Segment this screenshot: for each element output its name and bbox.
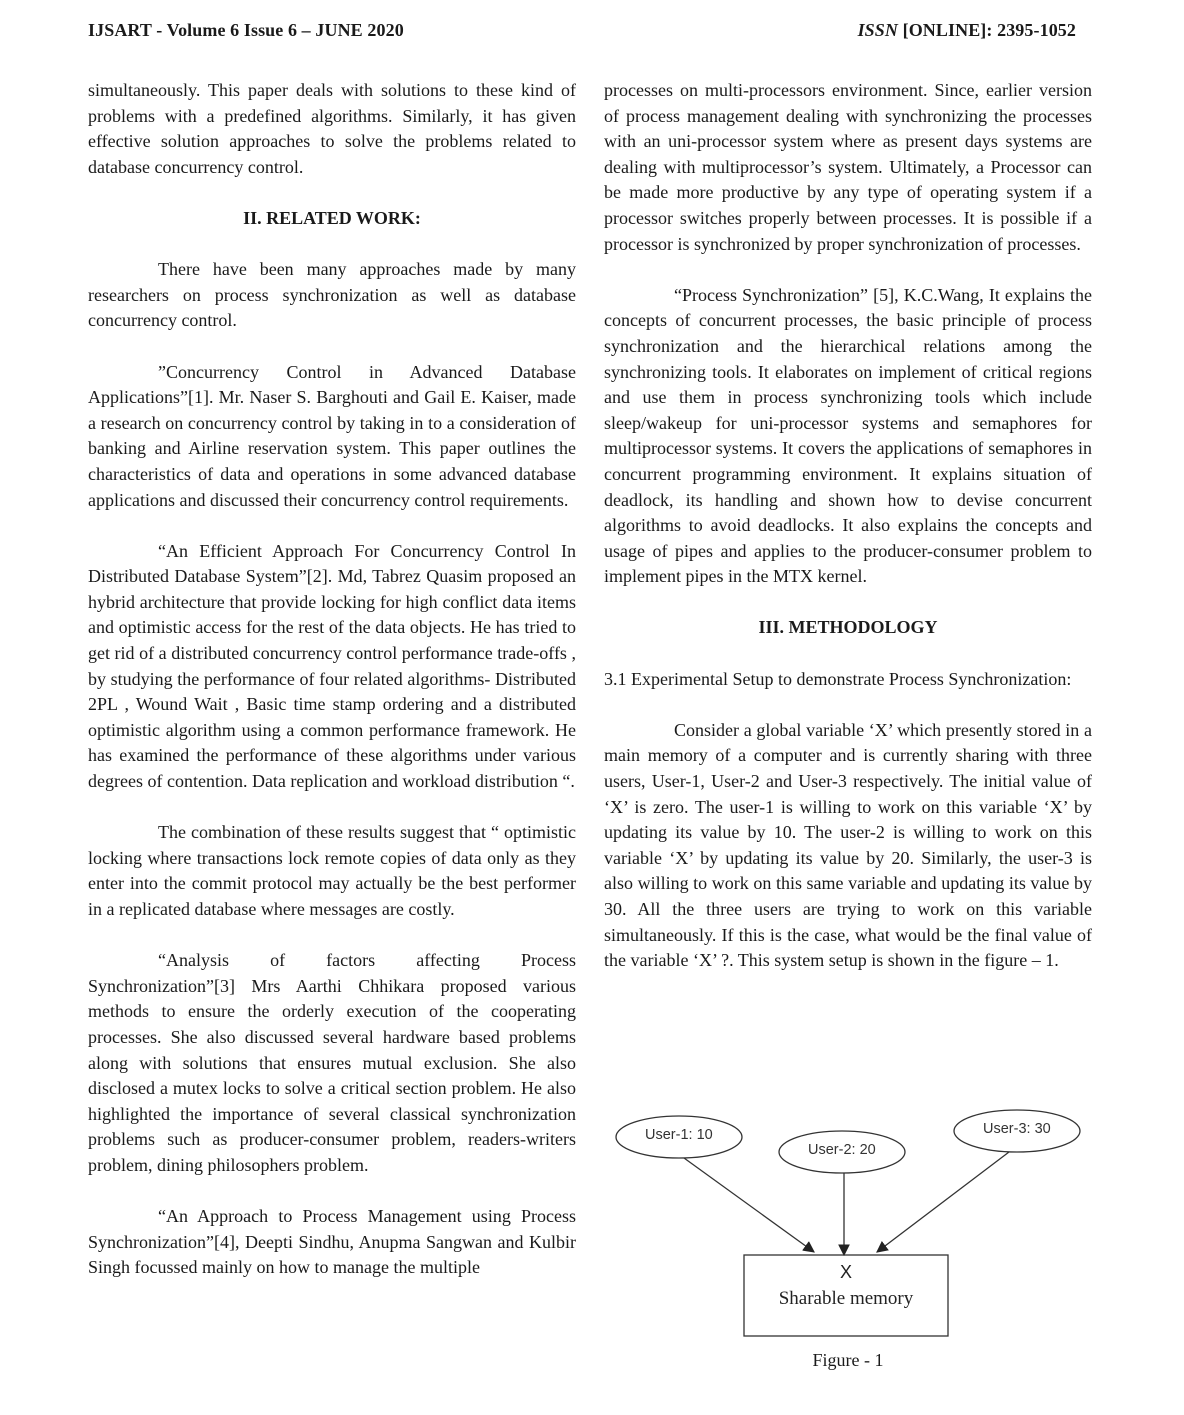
figure-1-diagram — [604, 1098, 1092, 1388]
left-column — [88, 78, 576, 1307]
paragraph: Consider a global variable ‘X’ which presently stored in a main memory of a computer and is currently sharing with three users, User-1, User-2 and User-3 respectively. The initial value of ‘X’ is zero. The user-1 is willing to work on this variable ‘X’ by updating its value by 10. The user-2 is willing to work on this variable ‘X’ by updating its value by 20. Similarly, the user-3 is also willing to work on this same variable and updating its value by 30. All the three users are trying to work on this variable simultaneously. If this is the case, what would be the final value of the variable ‘X’ ?. This system setup is shown in the figure – 1. — [604, 719, 1092, 971]
paragraph: “Analysis of factors affecting Process Synchronization”[3] Mrs Aarthi Chhikara proposed various methods to ensure the orderly execution of the cooperating processes. She also discussed several hardware based problems along with solutions that ensures mutual exclusion. She also disclosed a mutex locks to solve a critical section problem. He also highlighted the importance of several classical synchronization problems such as producer-consumer problem, readers-writers problem, dining philosophers problem. — [88, 950, 576, 1175]
figure-caption: Figure - 1 — [812, 1350, 884, 1370]
paragraph: “Process Synchronization” [5], K.C.Wang, It explains the concepts of concurrent processes, the basic principle of process synchronization and the hierarchical relations among the synchronizing tools. It elaborates on implement of critical regions and use them in process synchronizing tools which include sleep/wakeup for uni-processor systems and semaphores for multiprocessor systems. It covers the applications of semaphores in concurrent programming environment. It explains situation of deadlock, its handling and shown how to devise concurrent algorithms to avoid deadlocks. It also explains the concepts and usage of pipes and applies to the producer-consumer problem to implement pipes in the MTX kernel. — [604, 284, 1092, 587]
paragraph: There have been many approaches made by many researchers on process synchronization as well as database concurrency control. — [88, 259, 576, 331]
label-user-1: User-1: 10 — [645, 1127, 713, 1143]
header-issn-label: ISSN — [857, 20, 898, 40]
section-heading-related-work: II. RELATED WORK: — [243, 207, 421, 228]
label-variable-x: X — [839, 1262, 852, 1282]
paragraph: ”Concurrency Control in Advanced Database Applications”[1]. Mr. Naser S. Barghouti and Gail E. Kaiser, made a research on concurrency control by taking in to a consideration of banking and Airline reservation system. This paper outlines the characteristics of data and operations in some advanced database applications and discussed their concurrency control requirements. — [88, 361, 576, 510]
header-journal: IJSART - Volume 6 Issue 6 – JUNE 2020 — [88, 20, 404, 40]
label-user-2: User-2: 20 — [808, 1142, 876, 1158]
edge-user-1-to-memory — [684, 1158, 814, 1252]
header-issn-number: [ONLINE]: 2395-1052 — [898, 20, 1076, 40]
subsection-heading: 3.1 Experimental Setup to demonstrate Process Synchronization: — [604, 668, 1072, 689]
label-sharable-memory: Sharable memory — [778, 1288, 914, 1309]
paragraph: The combination of these results suggest that “ optimistic locking where transactions lock remote copies of data only as they enter into the commit protocol may actually be the best performer in a replicated database where messages are costly. — [88, 822, 576, 919]
paragraph: processes on multi-processors environment. Since, earlier version of process management dealing with synchronizing the processes with an uni-processor system where as present days systems are dealing with multiprocessor’s system. Ultimately, a Processor can be made more productive by any type of operating system if a processor switches properly between processes. It is possible if a processor is synchronized by proper synchronization of processes. — [604, 80, 1092, 254]
paragraph: “An Efficient Approach For Concurrency Control In Distributed Database System”[2]. Md, Tabrez Quasim proposed an hybrid architecture that provide locking for high conflict data items and optimistic access for the rest of the data objects. He has tried to get rid of a distributed concurrency control performance trade-offs , by studying the performance of four related algorithms- Distributed 2PL , Wound Wait , Basic time stamp ordering and a distributed optimistic algorithm using a common performance framework. He has examined the performance of these algorithms under various degrees of contention. Data replication and workload distribution “. — [88, 540, 576, 792]
right-column — [604, 78, 1092, 999]
edge-user-3-to-memory — [877, 1152, 1009, 1252]
header-issn — [858, 20, 1076, 41]
section-heading-methodology: III. METHODOLOGY — [758, 617, 938, 638]
paragraph: “An Approach to Process Management using Process Synchronization”[4], Deepti Sindhu, Anupma Sangwan and Kulbir Singh focussed mainly on how to manage the multiple — [88, 1206, 576, 1278]
paragraph: simultaneously. This paper deals with solutions to these kind of problems with a predefined algorithms. Similarly, it has given effective solution approaches to solve the problems related to database concurrency control. — [88, 80, 576, 177]
label-user-3: User-3: 30 — [983, 1121, 1051, 1137]
